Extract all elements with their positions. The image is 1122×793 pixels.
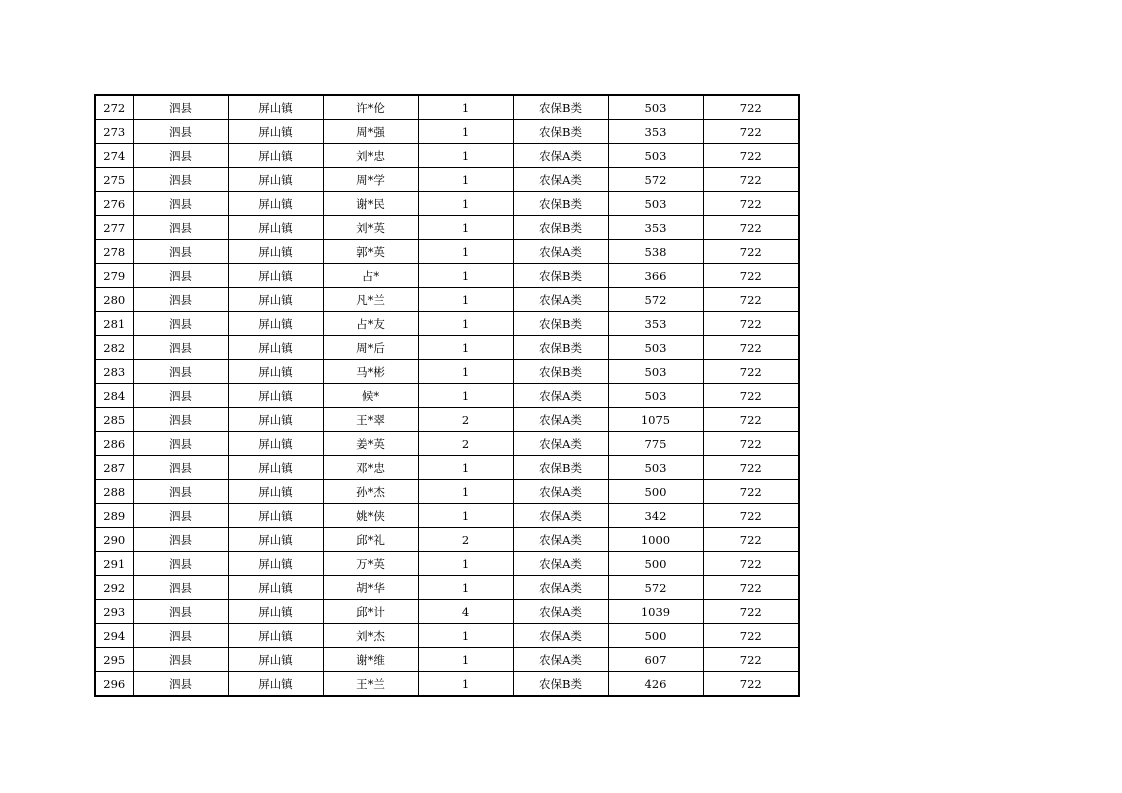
town-cell: 屏山镇	[228, 600, 323, 624]
amount-cell: 500	[608, 480, 703, 504]
standard-cell: 722	[703, 504, 799, 528]
table-row	[95, 95, 799, 120]
insurance-type-cell: 农保A类	[513, 288, 608, 312]
insurance-type-cell: 农保A类	[513, 408, 608, 432]
row-number-cell: 285	[95, 408, 133, 432]
insurance-type-cell: 农保A类	[513, 240, 608, 264]
town-cell: 屏山镇	[228, 480, 323, 504]
household-size-cell: 1	[418, 192, 513, 216]
table-row	[95, 504, 799, 528]
name-cell: 刘*英	[323, 216, 418, 240]
insurance-type-cell: 农保A类	[513, 480, 608, 504]
row-number-cell: 294	[95, 624, 133, 648]
table-row	[95, 672, 799, 697]
standard-cell: 722	[703, 528, 799, 552]
standard-cell: 722	[703, 120, 799, 144]
town-cell: 屏山镇	[228, 95, 323, 120]
table-body	[95, 95, 799, 696]
name-cell: 王*翠	[323, 408, 418, 432]
household-size-cell: 1	[418, 264, 513, 288]
town-cell: 屏山镇	[228, 456, 323, 480]
insurance-type-cell: 农保A类	[513, 576, 608, 600]
amount-cell: 426	[608, 672, 703, 697]
name-cell: 刘*杰	[323, 624, 418, 648]
county-cell: 泗县	[133, 288, 228, 312]
table-row	[95, 432, 799, 456]
name-cell: 万*英	[323, 552, 418, 576]
name-cell: 王*兰	[323, 672, 418, 697]
standard-cell: 722	[703, 288, 799, 312]
town-cell: 屏山镇	[228, 624, 323, 648]
amount-cell: 503	[608, 360, 703, 384]
town-cell: 屏山镇	[228, 264, 323, 288]
town-cell: 屏山镇	[228, 360, 323, 384]
household-size-cell: 1	[418, 384, 513, 408]
amount-cell: 342	[608, 504, 703, 528]
table-row	[95, 552, 799, 576]
household-size-cell: 1	[418, 552, 513, 576]
household-size-cell: 2	[418, 408, 513, 432]
standard-cell: 722	[703, 648, 799, 672]
amount-cell: 353	[608, 120, 703, 144]
county-cell: 泗县	[133, 168, 228, 192]
insurance-type-cell: 农保A类	[513, 648, 608, 672]
amount-cell: 366	[608, 264, 703, 288]
household-size-cell: 1	[418, 336, 513, 360]
name-cell: 许*伦	[323, 95, 418, 120]
amount-cell: 1039	[608, 600, 703, 624]
table-row	[95, 624, 799, 648]
county-cell: 泗县	[133, 216, 228, 240]
amount-cell: 1075	[608, 408, 703, 432]
household-size-cell: 4	[418, 600, 513, 624]
household-size-cell: 1	[418, 360, 513, 384]
row-number-cell: 295	[95, 648, 133, 672]
household-size-cell: 1	[418, 120, 513, 144]
row-number-cell: 273	[95, 120, 133, 144]
standard-cell: 722	[703, 168, 799, 192]
amount-cell: 500	[608, 624, 703, 648]
table-row	[95, 216, 799, 240]
household-size-cell: 1	[418, 288, 513, 312]
amount-cell: 572	[608, 168, 703, 192]
household-size-cell: 2	[418, 432, 513, 456]
insurance-type-cell: 农保B类	[513, 264, 608, 288]
name-cell: 胡*华	[323, 576, 418, 600]
row-number-cell: 281	[95, 312, 133, 336]
amount-cell: 503	[608, 144, 703, 168]
county-cell: 泗县	[133, 95, 228, 120]
household-size-cell: 1	[418, 624, 513, 648]
table-row	[95, 288, 799, 312]
standard-cell: 722	[703, 552, 799, 576]
table-row	[95, 144, 799, 168]
data-table	[94, 94, 800, 697]
insurance-type-cell: 农保A类	[513, 384, 608, 408]
row-number-cell: 278	[95, 240, 133, 264]
standard-cell: 722	[703, 95, 799, 120]
insurance-type-cell: 农保B类	[513, 312, 608, 336]
household-size-cell: 1	[418, 456, 513, 480]
household-size-cell: 1	[418, 672, 513, 697]
county-cell: 泗县	[133, 192, 228, 216]
insurance-type-cell: 农保A类	[513, 528, 608, 552]
name-cell: 邱*礼	[323, 528, 418, 552]
county-cell: 泗县	[133, 240, 228, 264]
county-cell: 泗县	[133, 120, 228, 144]
row-number-cell: 292	[95, 576, 133, 600]
name-cell: 刘*忠	[323, 144, 418, 168]
insurance-type-cell: 农保A类	[513, 552, 608, 576]
insurance-type-cell: 农保A类	[513, 432, 608, 456]
table-row	[95, 576, 799, 600]
standard-cell: 722	[703, 336, 799, 360]
row-number-cell: 286	[95, 432, 133, 456]
row-number-cell: 290	[95, 528, 133, 552]
table-row	[95, 312, 799, 336]
name-cell: 占*友	[323, 312, 418, 336]
table-row	[95, 336, 799, 360]
table-row	[95, 120, 799, 144]
table-row	[95, 240, 799, 264]
insurance-type-cell: 农保B类	[513, 95, 608, 120]
household-size-cell: 1	[418, 144, 513, 168]
table-row	[95, 168, 799, 192]
town-cell: 屏山镇	[228, 336, 323, 360]
name-cell: 邓*忠	[323, 456, 418, 480]
standard-cell: 722	[703, 456, 799, 480]
row-number-cell: 296	[95, 672, 133, 697]
amount-cell: 353	[608, 312, 703, 336]
row-number-cell: 291	[95, 552, 133, 576]
county-cell: 泗县	[133, 432, 228, 456]
town-cell: 屏山镇	[228, 120, 323, 144]
county-cell: 泗县	[133, 624, 228, 648]
county-cell: 泗县	[133, 672, 228, 697]
standard-cell: 722	[703, 264, 799, 288]
town-cell: 屏山镇	[228, 552, 323, 576]
row-number-cell: 284	[95, 384, 133, 408]
name-cell: 孙*杰	[323, 480, 418, 504]
amount-cell: 775	[608, 432, 703, 456]
town-cell: 屏山镇	[228, 144, 323, 168]
row-number-cell: 283	[95, 360, 133, 384]
name-cell: 姜*英	[323, 432, 418, 456]
town-cell: 屏山镇	[228, 384, 323, 408]
town-cell: 屏山镇	[228, 648, 323, 672]
town-cell: 屏山镇	[228, 528, 323, 552]
amount-cell: 503	[608, 384, 703, 408]
town-cell: 屏山镇	[228, 168, 323, 192]
insurance-type-cell: 农保B类	[513, 192, 608, 216]
amount-cell: 538	[608, 240, 703, 264]
household-size-cell: 2	[418, 528, 513, 552]
household-size-cell: 1	[418, 240, 513, 264]
amount-cell: 503	[608, 192, 703, 216]
household-size-cell: 1	[418, 216, 513, 240]
row-number-cell: 274	[95, 144, 133, 168]
household-size-cell: 1	[418, 168, 513, 192]
county-cell: 泗县	[133, 408, 228, 432]
town-cell: 屏山镇	[228, 408, 323, 432]
table-row	[95, 648, 799, 672]
county-cell: 泗县	[133, 504, 228, 528]
row-number-cell: 280	[95, 288, 133, 312]
standard-cell: 722	[703, 312, 799, 336]
name-cell: 谢*民	[323, 192, 418, 216]
standard-cell: 722	[703, 576, 799, 600]
county-cell: 泗县	[133, 528, 228, 552]
name-cell: 凡*兰	[323, 288, 418, 312]
row-number-cell: 287	[95, 456, 133, 480]
amount-cell: 503	[608, 336, 703, 360]
county-cell: 泗县	[133, 552, 228, 576]
household-size-cell: 1	[418, 576, 513, 600]
town-cell: 屏山镇	[228, 504, 323, 528]
county-cell: 泗县	[133, 480, 228, 504]
standard-cell: 722	[703, 360, 799, 384]
amount-cell: 503	[608, 456, 703, 480]
town-cell: 屏山镇	[228, 432, 323, 456]
name-cell: 马*彬	[323, 360, 418, 384]
name-cell: 姚*侠	[323, 504, 418, 528]
row-number-cell: 282	[95, 336, 133, 360]
standard-cell: 722	[703, 432, 799, 456]
county-cell: 泗县	[133, 360, 228, 384]
household-size-cell: 1	[418, 480, 513, 504]
town-cell: 屏山镇	[228, 288, 323, 312]
insurance-type-cell: 农保A类	[513, 624, 608, 648]
county-cell: 泗县	[133, 600, 228, 624]
insurance-type-cell: 农保A类	[513, 504, 608, 528]
standard-cell: 722	[703, 480, 799, 504]
row-number-cell: 275	[95, 168, 133, 192]
county-cell: 泗县	[133, 384, 228, 408]
table-row	[95, 360, 799, 384]
row-number-cell: 288	[95, 480, 133, 504]
row-number-cell: 276	[95, 192, 133, 216]
insurance-type-cell: 农保B类	[513, 672, 608, 697]
table-row	[95, 600, 799, 624]
table-row	[95, 528, 799, 552]
row-number-cell: 289	[95, 504, 133, 528]
name-cell: 周*学	[323, 168, 418, 192]
row-number-cell: 293	[95, 600, 133, 624]
amount-cell: 572	[608, 288, 703, 312]
name-cell: 谢*维	[323, 648, 418, 672]
county-cell: 泗县	[133, 648, 228, 672]
insurance-type-cell: 农保B类	[513, 120, 608, 144]
row-number-cell: 272	[95, 95, 133, 120]
insurance-type-cell: 农保A类	[513, 168, 608, 192]
town-cell: 屏山镇	[228, 312, 323, 336]
table-row	[95, 192, 799, 216]
county-cell: 泗县	[133, 456, 228, 480]
standard-cell: 722	[703, 144, 799, 168]
name-cell: 邱*计	[323, 600, 418, 624]
town-cell: 屏山镇	[228, 192, 323, 216]
amount-cell: 503	[608, 95, 703, 120]
amount-cell: 607	[608, 648, 703, 672]
standard-cell: 722	[703, 600, 799, 624]
amount-cell: 572	[608, 576, 703, 600]
table-row	[95, 480, 799, 504]
standard-cell: 722	[703, 240, 799, 264]
household-size-cell: 1	[418, 312, 513, 336]
standard-cell: 722	[703, 672, 799, 697]
standard-cell: 722	[703, 384, 799, 408]
table-row	[95, 408, 799, 432]
name-cell: 周*后	[323, 336, 418, 360]
row-number-cell: 277	[95, 216, 133, 240]
county-cell: 泗县	[133, 312, 228, 336]
standard-cell: 722	[703, 216, 799, 240]
household-size-cell: 1	[418, 504, 513, 528]
insurance-type-cell: 农保A类	[513, 144, 608, 168]
town-cell: 屏山镇	[228, 240, 323, 264]
standard-cell: 722	[703, 624, 799, 648]
county-cell: 泗县	[133, 336, 228, 360]
household-size-cell: 1	[418, 95, 513, 120]
table-row	[95, 264, 799, 288]
row-number-cell: 279	[95, 264, 133, 288]
amount-cell: 1000	[608, 528, 703, 552]
standard-cell: 722	[703, 192, 799, 216]
county-cell: 泗县	[133, 264, 228, 288]
insurance-type-cell: 农保B类	[513, 216, 608, 240]
insurance-type-cell: 农保B类	[513, 336, 608, 360]
county-cell: 泗县	[133, 576, 228, 600]
town-cell: 屏山镇	[228, 216, 323, 240]
name-cell: 占*	[323, 264, 418, 288]
name-cell: 郭*英	[323, 240, 418, 264]
insurance-type-cell: 农保A类	[513, 600, 608, 624]
name-cell: 候*	[323, 384, 418, 408]
amount-cell: 500	[608, 552, 703, 576]
name-cell: 周*强	[323, 120, 418, 144]
insurance-type-cell: 农保B类	[513, 360, 608, 384]
town-cell: 屏山镇	[228, 672, 323, 697]
county-cell: 泗县	[133, 144, 228, 168]
amount-cell: 353	[608, 216, 703, 240]
table-row	[95, 456, 799, 480]
household-size-cell: 1	[418, 648, 513, 672]
town-cell: 屏山镇	[228, 576, 323, 600]
standard-cell: 722	[703, 408, 799, 432]
insurance-type-cell: 农保B类	[513, 456, 608, 480]
table-row	[95, 384, 799, 408]
